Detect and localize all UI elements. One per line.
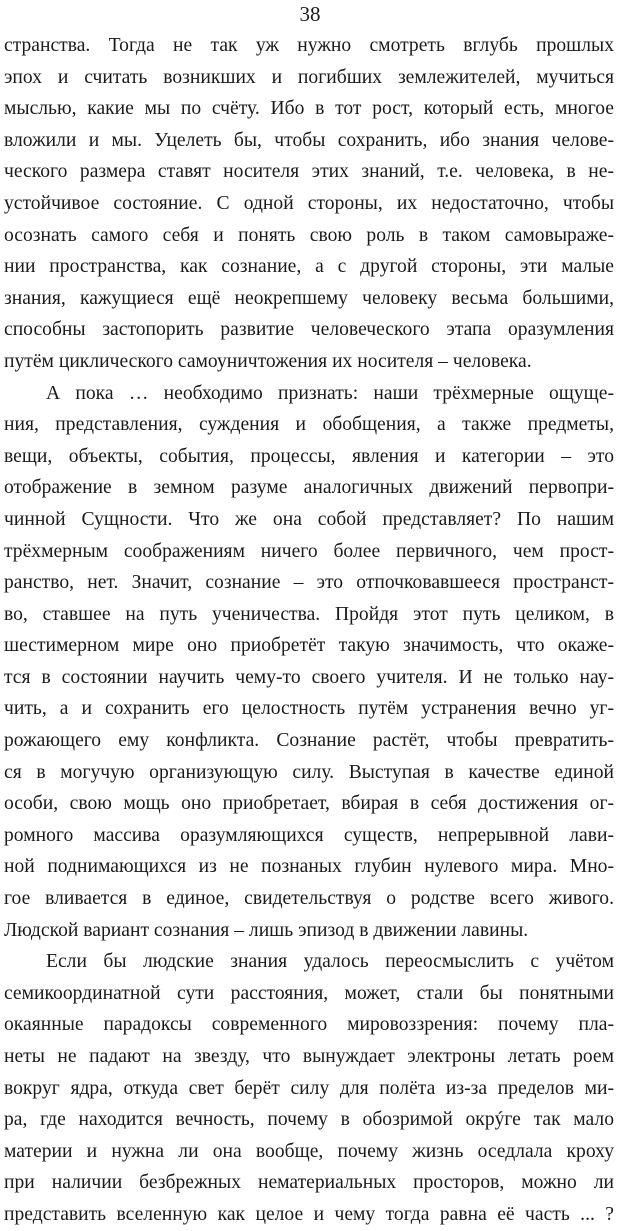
- text-line: неты не падают на звезду, что вынуждает электроны летать роем: [4, 1046, 614, 1067]
- text-line: во, ставшее на путь ученичества. Пройдя этот путь целиком, в: [4, 603, 614, 625]
- text-line: ной поднимающихся из не познаных глубин нулевого мира. Мно-: [4, 856, 614, 878]
- body-text: [4, 30, 614, 1231]
- text-line: ромного массива оразумляющихся существ, непрерывной лави-: [4, 824, 614, 846]
- text-line: трёхмерным соображениям ничего более первичного, чем прост-: [4, 540, 614, 562]
- text-line: чинной Сущности. Что же она собой представляет? По нашим: [4, 508, 614, 530]
- text-line: материи и нужна ли она вообще, почему жизнь оседлала кроху: [4, 1140, 614, 1162]
- text-line: представить вселенную как целое и чему тогда равна её часть ... ?: [4, 1203, 614, 1225]
- text-line: мыслью, какие мы по счёту. Ибо в тот рост, который есть, многое: [4, 98, 614, 120]
- text-line: вокруг ядра, откуда свет берёт силу для полёта из-за пределов ми-: [4, 1077, 614, 1099]
- page-number: 38: [299, 2, 321, 26]
- text-line: шестимерном мире оно приобретёт такую значимость, что окаже-: [4, 635, 614, 657]
- text-line: семикоординатной сути расстояния, может, стали бы понятными: [4, 982, 614, 1004]
- text-line: ния, представления, суждения и обобщения, а также предметы,: [4, 414, 614, 436]
- text-line: Если бы людские знания удалось переосмыслить с учётом: [46, 951, 614, 973]
- text-line: особи, свою мощь оно приобретает, вбирая в себя достижения ог-: [4, 793, 614, 815]
- text-line: осознать самого себя и понять свою роль в таком самовыраже-: [4, 224, 614, 246]
- text-line: ся в могучую организующую силу. Выступая в качестве единой: [4, 761, 614, 783]
- text-line: знания, кажущиеся ещё неокрепшему человеку весьма большими,: [4, 287, 614, 309]
- text-line: странства. Тогда не так уж нужно смотреть вглубь прошлых: [4, 35, 614, 56]
- text-line: А пока … необходимо признать: наши трёхмерные ощуще-: [46, 382, 614, 404]
- text-line: рожающего ему конфликта. Сознание растёт, чтобы превратить-: [4, 730, 614, 752]
- text-line: вещи, объекты, события, процессы, явления и категории – это: [4, 445, 614, 467]
- text-line: ранство, нет. Значит, сознание – это отпочковавшееся пространст-: [4, 572, 614, 594]
- text-line: путём циклического самоуничтожения их носителя – человека.: [4, 350, 532, 372]
- text-line: отображение в земном разуме аналогичных движений первопри-: [4, 477, 614, 499]
- text-line: способны застопорить развитие человеческого этапа оразумления: [4, 319, 614, 341]
- text-line: эпох и считать возникших и погибших землежителей, мучиться: [4, 66, 614, 88]
- text-line: нии пространства, как сознание, а с другой стороны, эти малые: [4, 256, 614, 278]
- text-line: вложили и мы. Уцелеть бы, чтобы сохранить, ибо знания челове-: [4, 129, 614, 151]
- text-line: устойчивое состояние. С одной стороны, их недостаточно, чтобы: [4, 192, 614, 214]
- text-line: ческого размера ставят носителя этих знаний, т.е. человека, в не-: [4, 161, 614, 183]
- text-line: тся в состоянии научить чему-то своего учителя. И не только нау-: [4, 666, 614, 688]
- text-line: окаянные парадоксы современного мировоззрения: почему пла-: [4, 1014, 614, 1036]
- text-line: Людской вариант сознания – лишь эпизод в движении лавины.: [4, 919, 529, 941]
- text-line: при наличии безбрежных нематериальных просторов, можно ли: [4, 1172, 614, 1194]
- text-line: гое вливается в единое, свидетельствуя о родстве всего живого.: [4, 888, 614, 910]
- text-line: ра, где находится вечность, почему в обозримой окрýге так мало: [4, 1109, 614, 1131]
- text-line: чить, а и сохранить его целостность путём устранения вечно уг-: [4, 698, 614, 720]
